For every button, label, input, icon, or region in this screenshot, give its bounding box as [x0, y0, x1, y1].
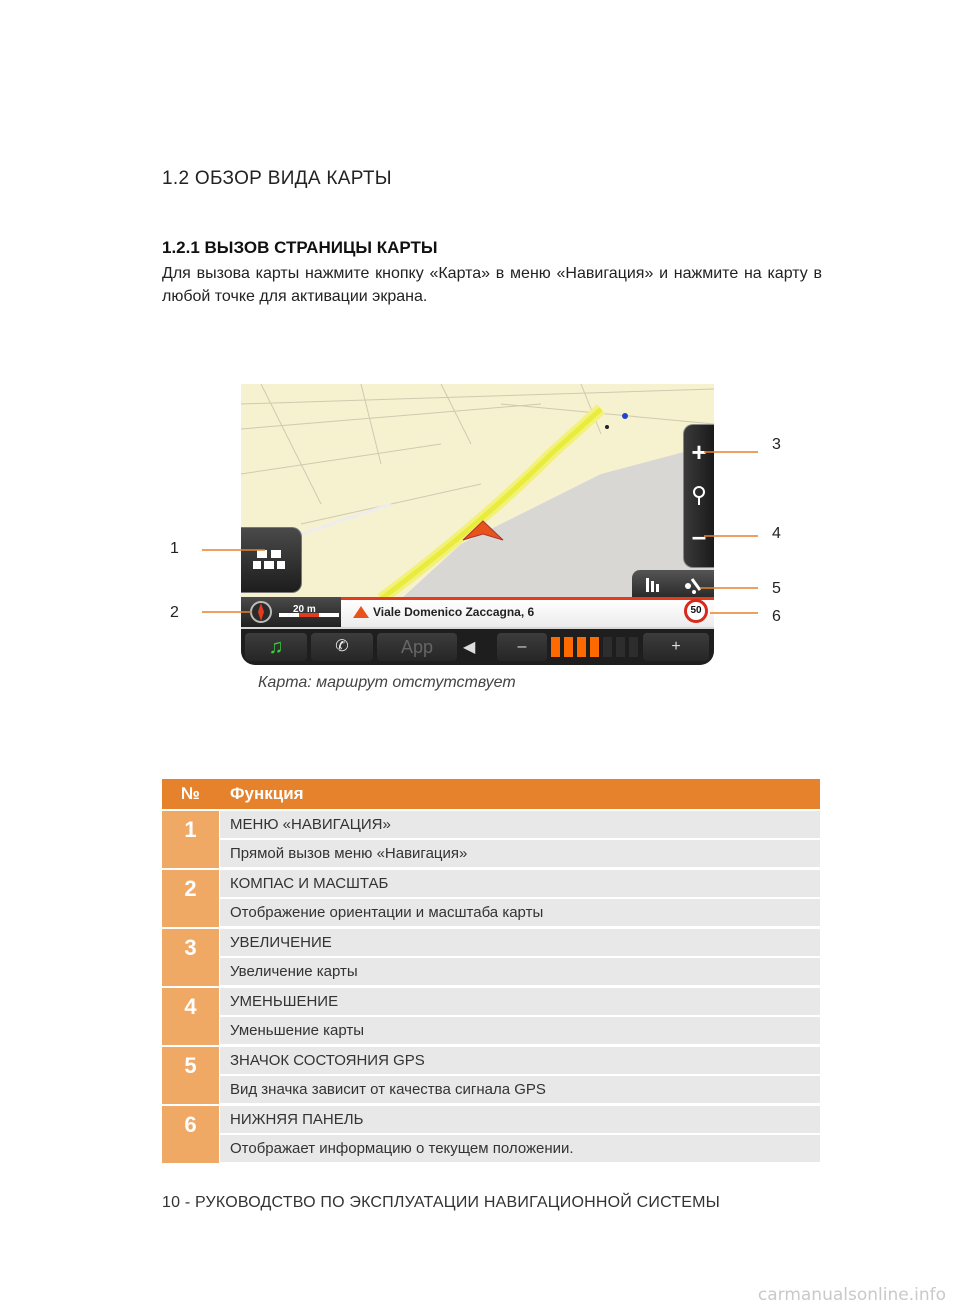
figure-caption: Карта: маршрут отстутствует — [258, 674, 516, 691]
app-label: App — [400, 637, 434, 657]
table-header — [162, 779, 820, 809]
row-title: НИЖНЯЯ ПАНЕЛЬ — [220, 1106, 820, 1133]
row-title: КОМПАС И МАСШТАБ — [220, 870, 820, 897]
row-title: ЗНАЧОК СОСТОЯНИЯ GPS — [220, 1047, 820, 1074]
subsection-title: 1.2.1 ВЫЗОВ СТРАНИЦЫ КАРТЫ — [162, 238, 438, 257]
row-description: Уменьшение карты — [220, 1017, 820, 1044]
row-title: МЕНЮ «НАВИГАЦИЯ» — [220, 811, 820, 838]
row-number: 1 — [162, 811, 219, 868]
music-note-icon: ♫ — [268, 636, 284, 658]
row-description: Отображает информацию о текущем положении. — [220, 1135, 820, 1162]
watermark: carmanualsonline.info — [757, 1285, 946, 1305]
table-row — [162, 927, 820, 986]
header-number: № — [181, 784, 200, 803]
volume-minus-label: – — [517, 638, 527, 655]
intro-paragraph: Для вызова карты нажмите кнопку «Карта» в меню «Навигация» и нажмите на карту в любой точке для активации экрана. — [162, 265, 822, 305]
row-number: 2 — [162, 870, 219, 927]
row-title: УМЕНЬШЕНИЕ — [220, 988, 820, 1015]
section-title: 1.2 ОБЗОР ВИДА КАРТЫ — [162, 168, 392, 189]
zoom-in-icon[interactable]: + — [691, 437, 707, 467]
table-row — [162, 809, 820, 868]
street-name: Viale Domenico Zaccagna, 6 — [373, 605, 535, 619]
callout-4: 4 — [772, 525, 781, 542]
row-description: Отображение ориентации и масштаба карты — [220, 899, 820, 926]
table-row — [162, 868, 820, 927]
map-scale: 20 m — [293, 604, 316, 615]
callout-6: 6 — [772, 608, 781, 625]
row-title: УВЕЛИЧЕНИЕ — [220, 929, 820, 956]
page-footer: 10 - РУКОВОДСТВО ПО ЭКСПЛУАТАЦИИ НАВИГАЦИОННОЙ СИСТЕМЫ — [162, 1194, 721, 1211]
speaker-icon: ◀ — [463, 639, 476, 656]
speed-limit-sign: 50 — [684, 599, 708, 623]
callout-5: 5 — [772, 580, 781, 597]
callout-1: 1 — [170, 540, 179, 557]
row-number: 4 — [162, 988, 219, 1045]
table-row — [162, 1045, 820, 1104]
phone-icon: ✆ — [335, 638, 349, 655]
row-number: 6 — [162, 1106, 219, 1163]
row-description: Увеличение карты — [220, 958, 820, 985]
row-description: Вид значка зависит от качества сигнала GPS — [220, 1076, 820, 1103]
function-table — [162, 779, 820, 1163]
zoom-out-icon[interactable]: – — [691, 521, 707, 551]
row-description: Прямой вызов меню «Навигация» — [220, 840, 820, 867]
callout-2: 2 — [170, 604, 179, 621]
row-number: 3 — [162, 929, 219, 986]
row-number: 5 — [162, 1047, 219, 1104]
table-row — [162, 1104, 820, 1163]
header-function: Функция — [230, 784, 304, 803]
callout-3: 3 — [772, 436, 781, 453]
table-row — [162, 986, 820, 1045]
volume-plus-label: + — [671, 638, 681, 655]
